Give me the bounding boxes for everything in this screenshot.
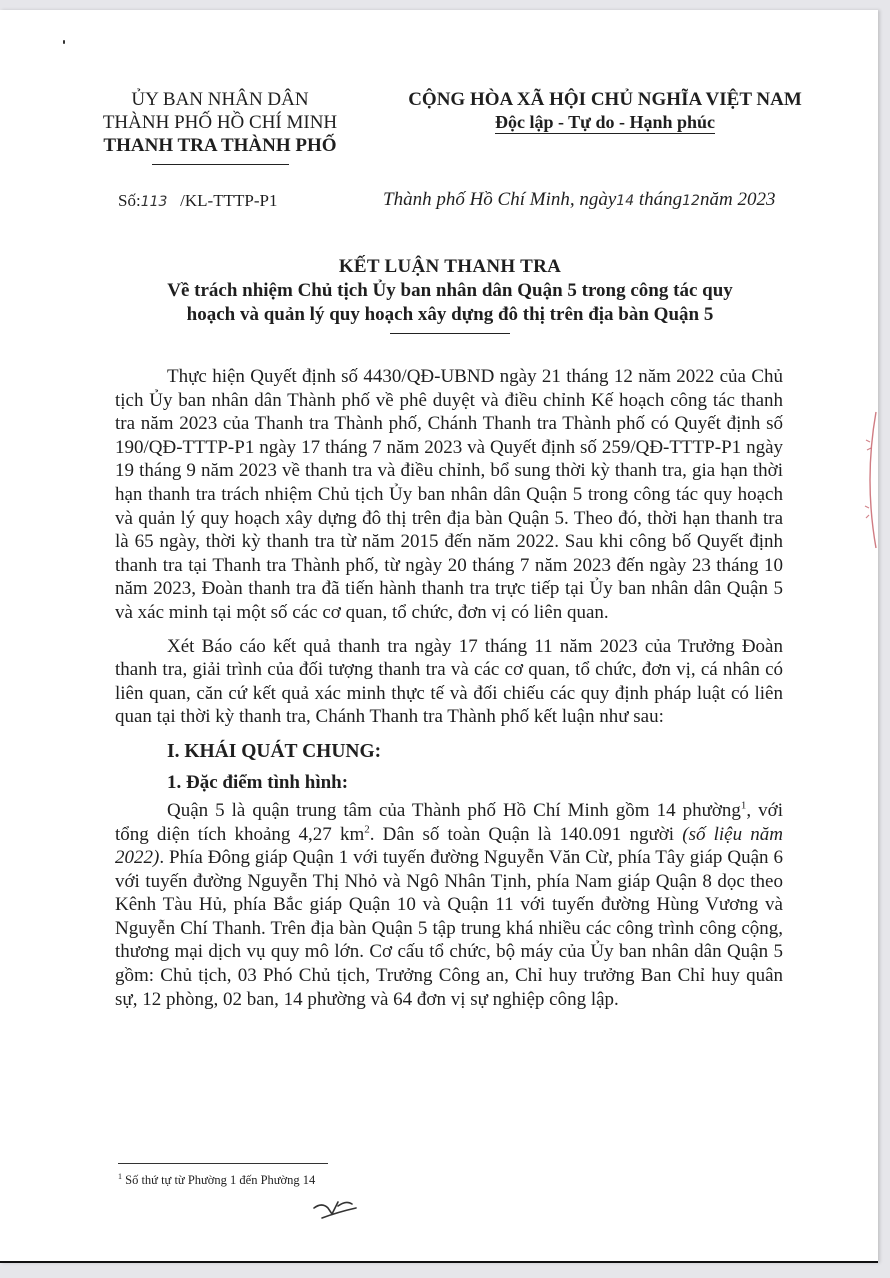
document-title: KẾT LUẬN THANH TRA <box>338 256 562 277</box>
overview-text-3: . Dân số toàn Quận là 140.091 người <box>369 823 683 845</box>
area-unit-superscript: 2 <box>364 823 370 836</box>
document-number-suffix: /KL-TTTP-P1 <box>180 191 278 210</box>
document-subtitle-line-2: hoạch và quản lý quy hoạch xây dựng đô thị trên địa bàn Quận 5 <box>186 304 714 325</box>
overview-data-year-note: (số liệu năm 2022) <box>115 823 783 869</box>
issuing-agency-block <box>70 88 370 165</box>
document-number <box>118 191 277 211</box>
agency-line-1: ỦY BAN NHÂN DÂN <box>131 89 309 110</box>
document-subtitle-line-1: Về trách nhiệm Chủ tịch Ủy ban nhân dân Quận 5 trong công tác quy <box>167 280 733 301</box>
agency-name: THANH TRA THÀNH PHỐ <box>103 135 337 156</box>
date-month: 12 <box>682 193 700 209</box>
paragraph-district-overview <box>115 799 783 1011</box>
subsection-heading-situation: 1. Đặc điểm tình hình: <box>167 771 349 793</box>
red-seal-stamp-icon <box>862 410 878 550</box>
overview-text-2: , với tổng diện tích khoảng 4,27 km <box>115 799 783 845</box>
footnote-reference: 1 <box>740 799 747 812</box>
overview-text-4: . Phía Đông giáp Quận 1 với tuyến đường Nguyễn Văn Cừ, phía Tây giáp Quận 6 với tuyến đường Nguyễn Thị Nhỏ và Ngô Nhân Tịnh, phía Nam giáp Quận 8 dọc theo Kênh Tàu Hủ, phía Bắc giáp Quận 10 và Quận 11 với tuyến đường Hùng Vương và Nguyễn Chí Thanh. Trên địa bàn Quận 5 tập trung khá nhiều các công trình công cộng, thương mại dịch vụ quy mô lớn. Cơ cấu tổ chức, bộ máy của Ủy ban nhân dân Quận 5 gồm: Chủ tịch, 03 Phó Chủ tịch, Trưởng Công an, Chỉ huy trưởng Ban Chỉ huy quân sự, 12 phòng, 02 ban, 14 phường và 64 đơn vị sự nghiệp công lập. <box>115 847 783 1010</box>
footnote <box>118 1172 315 1188</box>
overview-text-1: Quận 5 là quận trung tâm của Thành phố Hồ Chí Minh gồm 14 phường <box>167 799 741 821</box>
scan-speck <box>63 40 65 44</box>
document-number-value: 113 <box>140 194 168 210</box>
handwritten-initial-icon <box>308 1196 368 1222</box>
paragraph-consideration: Xét Báo cáo kết quả thanh tra ngày 17 tháng 11 năm 2023 của Trưởng Đoàn thanh tra, giải trình của đối tượng thanh tra và các cơ quan, tổ chức, đơn vị, cá nhân có liên quan, căn cứ kết quả xác minh thực tế và đối chiếu các quy định pháp luật có liên quan tại thời kỳ thanh tra, Chánh Thanh tra Thành phố kết luận như sau: <box>115 635 783 728</box>
section-heading-general: I. KHÁI QUÁT CHUNG: <box>167 740 382 762</box>
national-title: CỘNG HÒA XÃ HỘI CHỦ NGHĨA VIỆT NAM <box>408 89 802 110</box>
agency-line-2: THÀNH PHỐ HỒ CHÍ MINH <box>102 112 338 133</box>
paragraph-basis: Thực hiện Quyết định số 4430/QĐ-UBND ngày 21 tháng 12 năm 2022 của Chủ tịch Ủy ban nhân dân Thành phố về phê duyệt và điều chỉnh Kế hoạch công tác thanh tra năm 2023 của Thanh tra Thành phố, Chánh Thanh tra Thành phố có Quyết định số 190/QĐ-TTTP-P1 ngày 17 tháng 7 năm 2023 và Quyết định số 259/QĐ-TTTP-P1 ngày 19 tháng 9 năm 2023 về thanh tra và điều chỉnh, bổ sung thời kỳ thanh tra, gia hạn thời hạn thanh tra trách nhiệm Chủ tịch Ủy ban nhân dân Quận 5 trong công tác quy hoạch và quản lý quy hoạch xây dựng đô thị trên địa bàn Quận 5. Theo đó, thời hạn thanh tra là 65 ngày, thời kỳ thanh tra từ năm 2015 đến năm 2022. Sau khi công bố Quyết định thanh tra tại Thanh tra Thành phố, từ ngày 20 tháng 7 năm 2023 đến ngày 23 tháng 10 năm 2023, Đoàn thanh tra đã tiến hành thanh tra trực tiếp tại Ủy ban nhân dân Quận 5 và xác minh tại một số các cơ quan, tổ chức, đơn vị có liên quan. <box>115 366 783 623</box>
document-title-block <box>100 255 800 334</box>
title-underline <box>390 333 510 334</box>
document-body <box>115 365 783 1021</box>
date-year: năm 2023 <box>699 189 776 210</box>
national-heading-block <box>380 88 830 134</box>
footnote-text: Số thứ tự từ Phường 1 đến Phường 14 <box>122 1173 316 1188</box>
document-number-prefix: Số: <box>118 191 141 210</box>
date-month-label: tháng <box>634 189 683 210</box>
place-and-date <box>383 189 775 211</box>
place-date-prefix: Thành phố Hồ Chí Minh, ngày <box>383 189 617 210</box>
footnote-number: 1 <box>118 1172 122 1181</box>
footnote-separator <box>118 1163 328 1164</box>
national-motto: Độc lập - Tự do - Hạnh phúc <box>494 112 716 132</box>
date-day: 14 <box>616 193 635 209</box>
agency-underline <box>152 164 289 165</box>
